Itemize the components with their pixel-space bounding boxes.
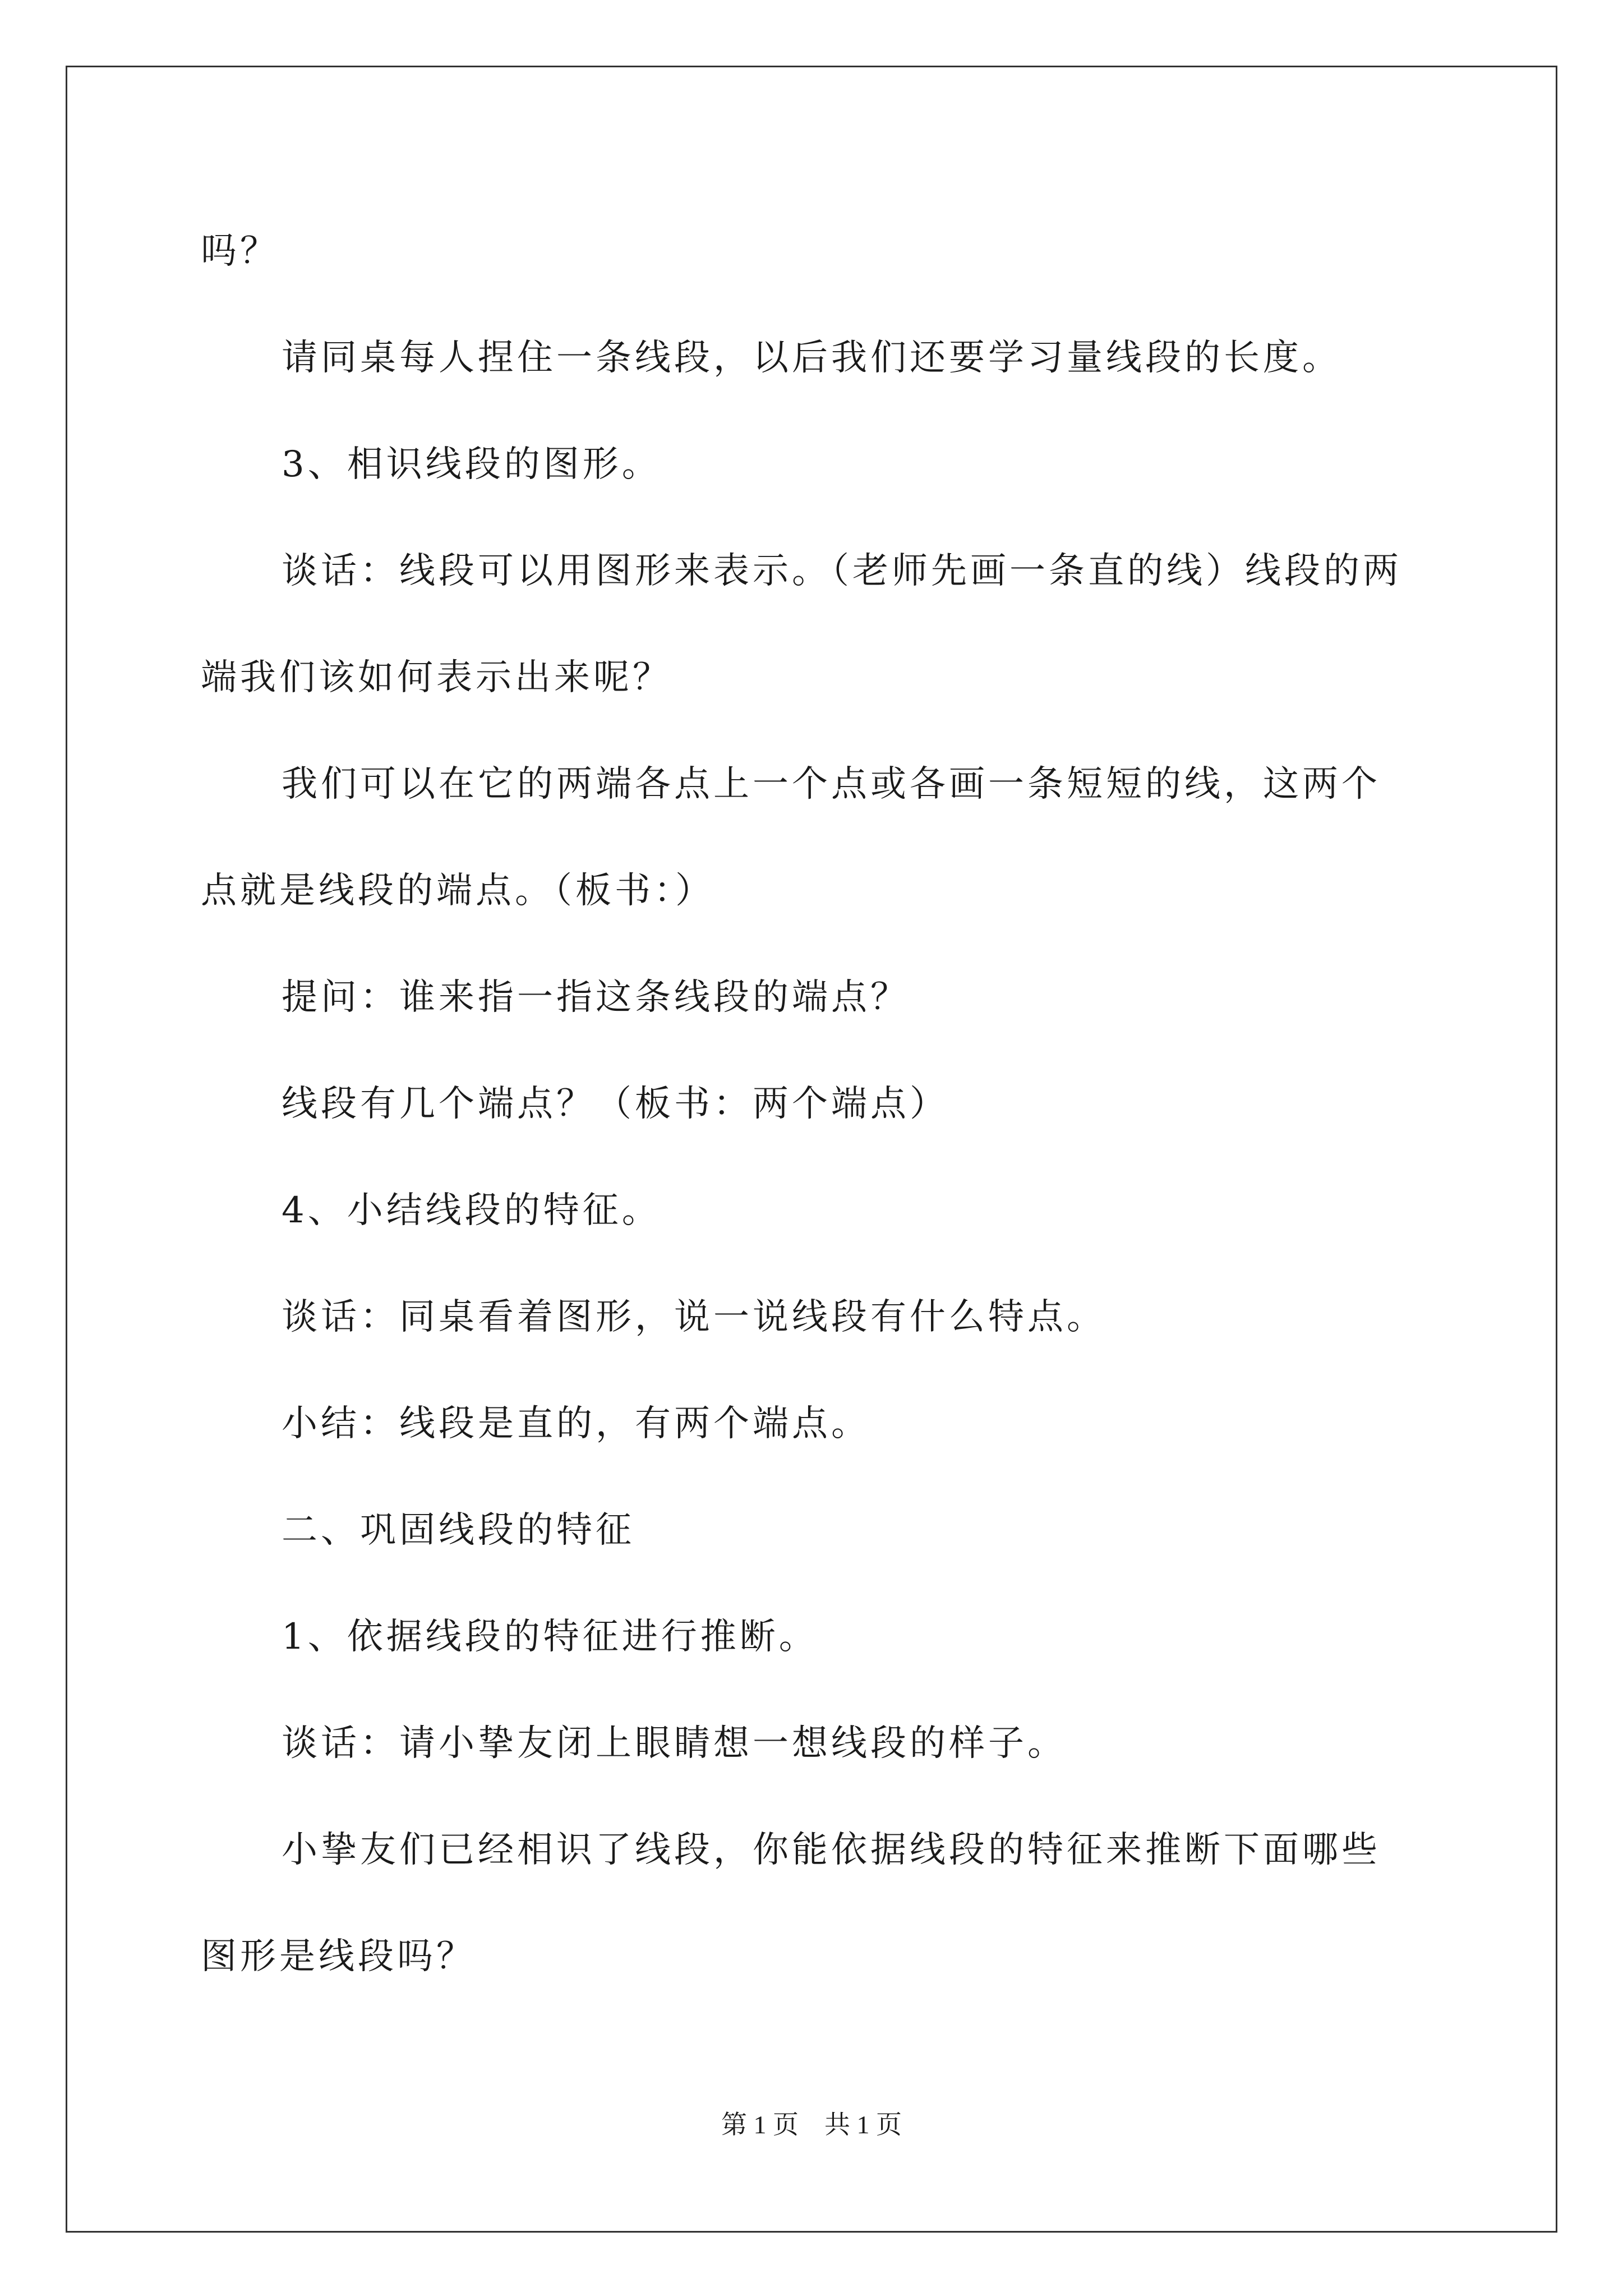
text-line: 谈话：同桌看着图形，说一说线段有什么特点。: [282, 1296, 1106, 1338]
text-line: 二、巩固线段的特征: [282, 1510, 635, 1551]
text-line: 小挚友们已经相识了线段，你能依据线段的特征来推断下面哪些: [282, 1829, 1381, 1871]
text-line: 谈话：请小挚友闭上眼睛想一想线段的样子。: [282, 1723, 1067, 1764]
text-line: 吗？: [201, 231, 279, 272]
text-line: 点就是线段的端点。（板书：）: [201, 870, 714, 912]
text-line: 提问：谁来指一指这条线段的端点？: [282, 977, 910, 1018]
text-line: 端我们该如何表示出来呢？: [201, 657, 672, 698]
text-line: 谈话：线段可以用图形来表示。（老师先画一条直的线）线段的两: [282, 550, 1402, 592]
text-line: 图形是线段吗？: [201, 1936, 476, 1977]
text-line: 小结：线段是直的，有两个端点。: [282, 1403, 870, 1444]
text-line: 3、相识线段的图形。: [282, 444, 661, 485]
text-line: 1、依据线段的特征进行推断。: [282, 1616, 818, 1658]
text-line: 我们可以在它的两端各点上一个点或各画一条短短的线，这两个: [282, 763, 1381, 805]
text-line: 请同桌每人捏住一条线段，以后我们还要学习量线段的长度。: [282, 337, 1341, 379]
text-line: 线段有几个端点？（板书：两个端点）: [282, 1083, 949, 1125]
page-footer: 第 1 页 共 1 页: [721, 2110, 902, 2139]
text-line: 4、小结线段的特征。: [282, 1190, 661, 1231]
page-border: [66, 66, 1557, 2233]
